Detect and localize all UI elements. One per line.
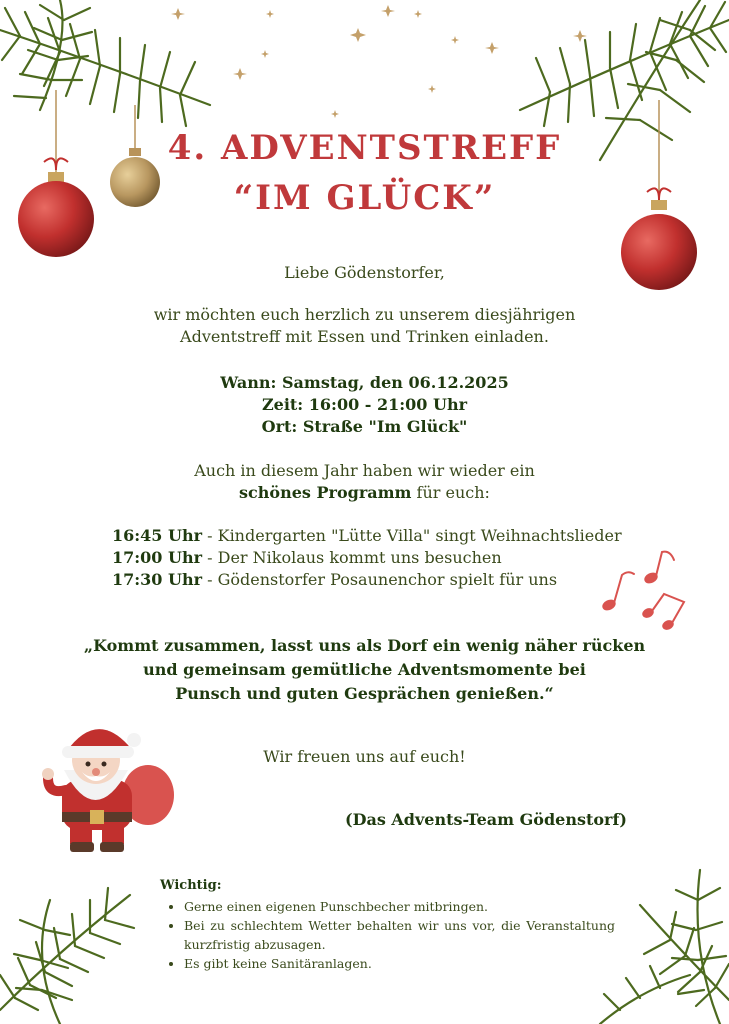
pine-branch-bottom-right-icon (600, 870, 729, 1024)
important-notes (160, 876, 615, 973)
title-line-1: 4. ADVENTSTREFF (167, 128, 562, 168)
important-item: • Bei zu schlechtem Wetter behalten wir uns vor, die Veranstaltung kurzfristig abzusagen. (184, 916, 615, 954)
pine-branch-bottom-left-icon (0, 888, 134, 1024)
important-item: • Gerne einen eigenen Punschbecher mitbringen. (184, 897, 615, 916)
program-item-time: 16:45 Uhr (112, 526, 203, 545)
program-intro-line-1: Auch in diesem Jahr haben wir wieder ein (194, 461, 535, 480)
program-item-time: 17:30 Uhr (112, 570, 203, 589)
program-item (112, 547, 632, 569)
intro-line-1: wir möchten euch herzlich zu unserem diesjährigen (153, 305, 576, 324)
stars-icon (171, 5, 587, 118)
important-heading: Wichtig: (160, 878, 222, 893)
title-line-2: “IM GLÜCK” (233, 178, 496, 218)
quote-line-2: und gemeinsam gemütliche Adventsmomente bei (143, 660, 586, 679)
program-intro-bold: schönes Programm (239, 483, 412, 502)
program-item-text: - Kindergarten "Lütte Villa" singt Weihnachtslieder (202, 526, 622, 545)
event-location: Ort: Straße "Im Glück" (261, 417, 468, 436)
program-item (112, 569, 632, 591)
greeting: Liebe Gödenstorfer, (284, 263, 445, 282)
program-item-time: 17:00 Uhr (112, 548, 203, 567)
program-item (112, 525, 632, 547)
closing-text: Wir freuen uns auf euch! (263, 747, 466, 766)
quote-line-1: „Kommt zusammen, lasst uns als Dorf ein wenig näher rücken (83, 636, 646, 655)
pine-branch-top-left-icon (0, 0, 210, 126)
program-intro-rest: für euch: (411, 483, 490, 502)
event-date: Wann: Samstag, den 06.12.2025 (220, 373, 509, 392)
event-time: Zeit: 16:00 - 21:00 Uhr (261, 395, 468, 414)
important-item: • Es gibt keine Sanitäranlagen. (184, 954, 615, 973)
important-list (160, 897, 615, 973)
program-intro-line-2 (0, 482, 729, 504)
signature: (Das Advents-Team Gödenstorf) (345, 810, 627, 829)
quote-line-3: Punsch und guten Gesprächen genießen.“ (175, 684, 554, 703)
ornament-red-left-icon (18, 90, 94, 257)
program-item-text: - Der Nikolaus kommt uns besuchen (202, 548, 502, 567)
program-list (112, 525, 632, 591)
intro-line-2: Adventstreff mit Essen und Trinken einladen. (180, 327, 549, 346)
program-item-text: - Gödenstorfer Posaunenchor spielt für uns (202, 570, 558, 589)
